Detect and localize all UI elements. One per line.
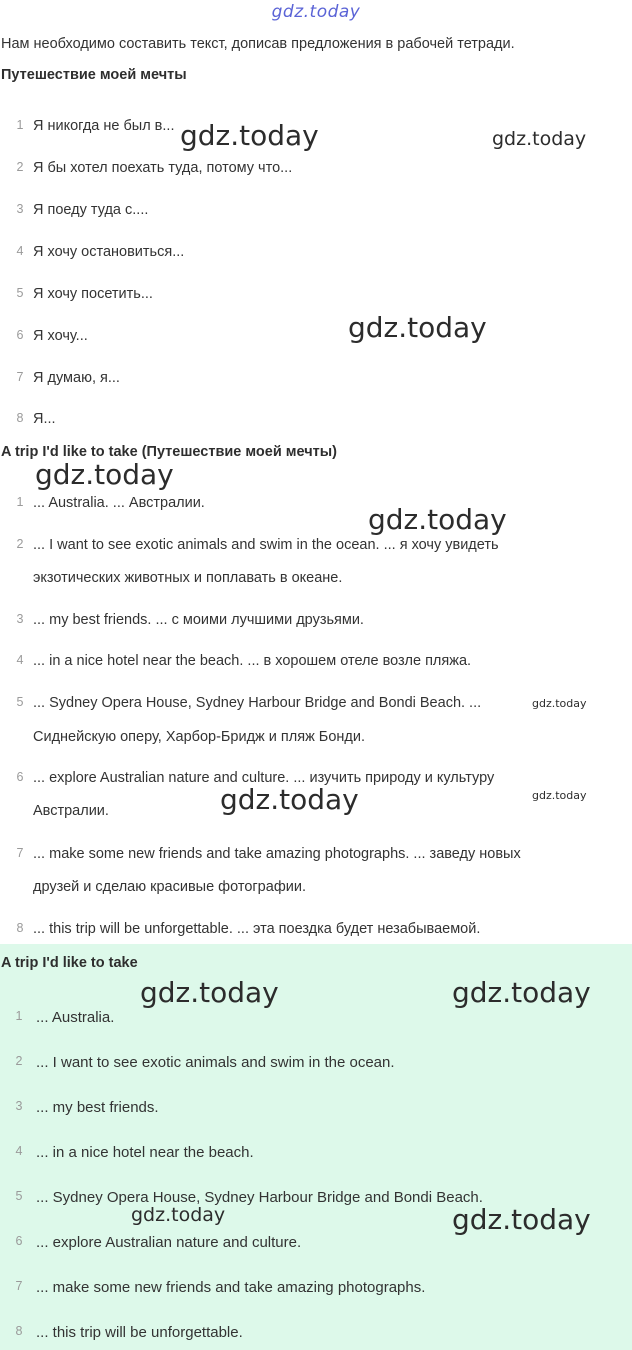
item-text: ... make some new friends and take amazing photographs. [36, 1279, 426, 1296]
watermark: gdz.today [532, 697, 587, 710]
watermark: gdz.today [180, 119, 319, 152]
item-number: 2 [16, 160, 24, 174]
section-3-title: A trip I'd like to take [1, 955, 138, 971]
item-text: ... this trip will be unforgettable. ... эта поездка будет незабываемой. [33, 921, 481, 937]
item-text: ... I want to see exotic animals and swim in the ocean. ... я хочу увидеть [33, 537, 499, 553]
item-text: Я хочу посетить... [33, 286, 153, 302]
section-2-title: A trip I'd like to take (Путешествие моей мечты) [1, 444, 337, 460]
item-text: Я поеду туда с.... [33, 202, 149, 218]
item-number: 4 [16, 244, 24, 258]
item-text: ... this trip will be unforgettable. [36, 1324, 243, 1341]
item-number: 8 [16, 921, 24, 935]
item-number: 5 [16, 286, 24, 300]
watermark: gdz.today [131, 1204, 226, 1226]
section-1-title: Путешествие моей мечты [1, 67, 187, 83]
watermark: gdz.today [492, 128, 587, 150]
item-number: 3 [15, 1099, 23, 1113]
watermark: gdz.today [220, 783, 359, 816]
item-number: 1 [16, 495, 24, 509]
item-text: ... explore Australian nature and culture. ... изучить природу и культуру [33, 770, 495, 786]
item-text: ... Sydney Opera House, Sydney Harbour Bridge and Bondi Beach. [36, 1189, 483, 1206]
item-number: 8 [15, 1324, 23, 1338]
item-text: Я... [33, 411, 56, 427]
task-intro: Нам необходимо составить текст, дописав предложения в рабочей тетради. [1, 36, 515, 52]
item-number: 7 [15, 1279, 23, 1293]
item-text: ... in a nice hotel near the beach. ... в хорошем отеле возле пляжа. [33, 653, 472, 669]
item-text: ... explore Australian nature and culture. [36, 1234, 302, 1251]
item-number: 8 [16, 411, 24, 425]
item-text: Я бы хотел поехать туда, потому что... [33, 160, 293, 176]
watermark: gdz.today [452, 1203, 591, 1236]
item-number: 5 [16, 695, 24, 709]
item-text: ... Sydney Opera House, Sydney Harbour Bridge and Bondi Beach. ... [33, 695, 482, 711]
item-text-line-2: экзотических животных и поплавать в океане. [33, 570, 343, 586]
item-text: Я хочу остановиться... [33, 244, 185, 260]
item-text: Я хочу... [33, 328, 88, 344]
item-text: ... my best friends. [36, 1099, 159, 1116]
item-text: ... Australia. [36, 1009, 115, 1026]
item-number: 2 [16, 537, 24, 551]
item-number: 3 [16, 202, 24, 216]
item-number: 6 [15, 1234, 23, 1248]
watermark: gdz.today [35, 458, 174, 491]
item-number: 5 [15, 1189, 23, 1203]
item-number: 1 [16, 118, 24, 132]
item-text: Я думаю, я... [33, 370, 120, 386]
watermark: gdz.today [532, 789, 587, 802]
item-text: ... my best friends. ... с моими лучшими друзьями. [33, 612, 364, 628]
item-number: 2 [15, 1054, 23, 1068]
item-number: 6 [16, 328, 24, 342]
item-text: ... Australia. ... Австралии. [33, 495, 205, 511]
item-number: 4 [16, 653, 24, 667]
item-text: ... make some new friends and take amazing photographs. ... заведу новых [33, 846, 521, 862]
site-logo[interactable]: gdz.today [271, 2, 361, 22]
item-number: 4 [15, 1144, 23, 1158]
item-number: 7 [16, 370, 24, 384]
item-text-line-2: Сиднейскую оперу, Харбор-Бридж и пляж Бонди. [33, 729, 365, 745]
watermark: gdz.today [368, 503, 507, 536]
item-text-line-2: друзей и сделаю красивые фотографии. [33, 879, 306, 895]
item-text: ... in a nice hotel near the beach. [36, 1144, 254, 1161]
item-number: 3 [16, 612, 24, 626]
item-number: 1 [15, 1009, 23, 1023]
item-text-line-2: Австралии. [33, 803, 109, 819]
item-text: ... I want to see exotic animals and swim in the ocean. [36, 1054, 395, 1071]
watermark: gdz.today [452, 976, 591, 1009]
item-text: Я никогда не был в... [33, 118, 175, 134]
watermark: gdz.today [140, 976, 279, 1009]
item-number: 6 [16, 770, 24, 784]
watermark: gdz.today [348, 311, 487, 344]
item-number: 7 [16, 846, 24, 860]
